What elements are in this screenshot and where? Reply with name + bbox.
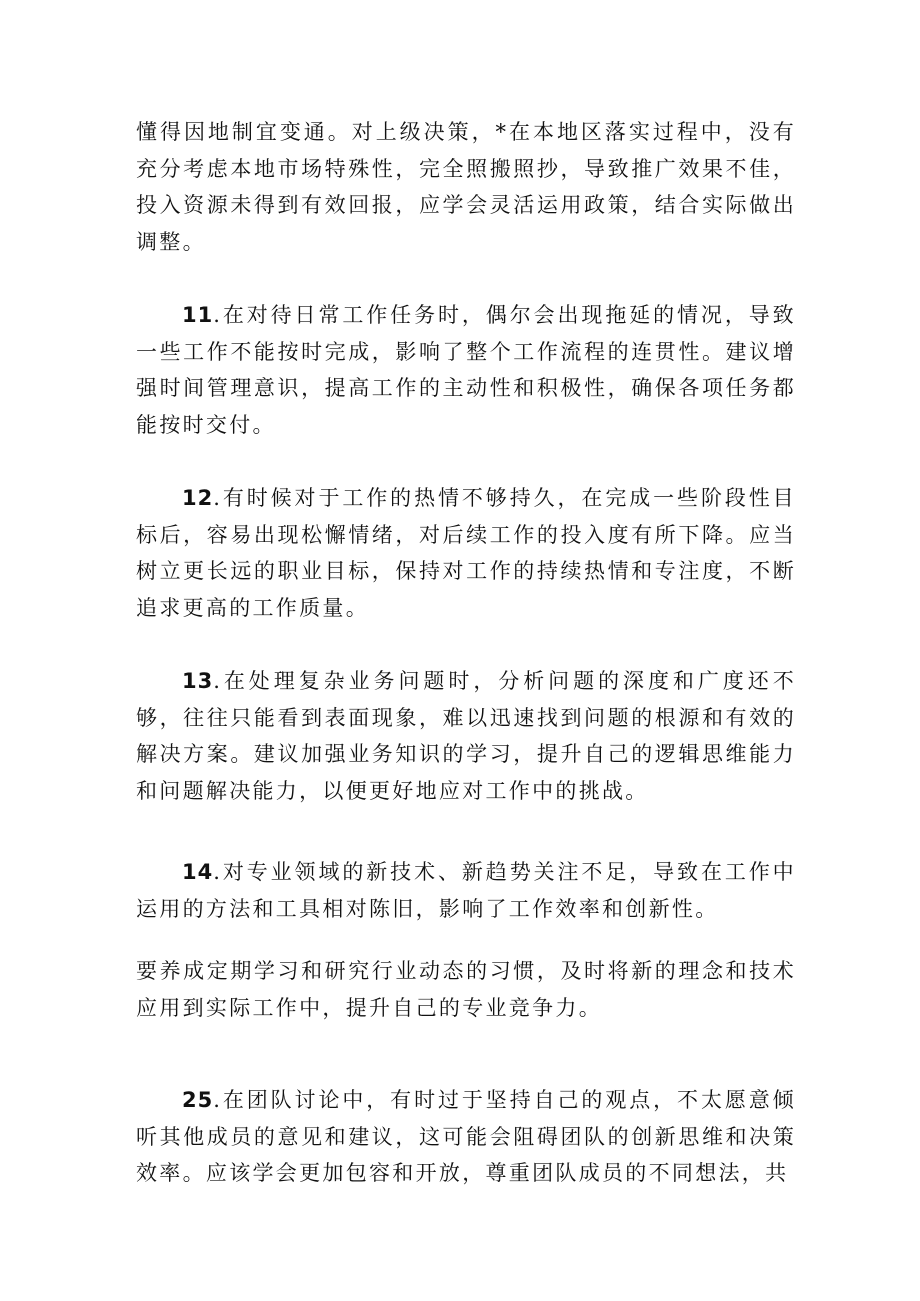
paragraph-item-25 <box>136 1082 796 1192</box>
paragraph-item-14 <box>136 854 796 927</box>
paragraph-text: 懂得因地制宜变通。对上级决策，*在本地区落实过程中，没有充分考虑本地市场特殊性，完全照搬照抄，导致推广效果不佳，投入资源未得到有效回报，应学会灵活运用政策，结合实际做出调整。 <box>136 120 796 254</box>
item-number: 11 <box>182 303 214 327</box>
paragraph-text: .对专业领域的新技术、新趋势关注不足，导致在工作中运用的方法和工具相对陈旧，影响了工作效率和创新性。 <box>136 860 796 921</box>
paragraph-text: .有时候对于工作的热情不够持久，在完成一些阶段性目标后，容易出现松懈情绪，对后续工作的投入度有所下降。应当树立更长远的职业目标，保持对工作的持续热情和专注度，不断追求更高的工作质量。 <box>136 486 796 620</box>
paragraph-text: .在团队讨论中，有时过于坚持自己的观点，不太愿意倾听其他成员的意见和建议，这可能会阻碍团队的创新思维和决策效率。应该学会更加包容和开放，尊重团队成员的不同想法，共 <box>136 1088 796 1185</box>
item-number: 13 <box>182 669 214 693</box>
paragraph-item-13 <box>136 663 796 809</box>
paragraph-text: .在处理复杂业务问题时，分析问题的深度和广度还不够，往往只能看到表面现象，难以迅速找到问题的根源和有效的解决方案。建议加强业务知识的学习，提升自己的逻辑思维能力和问题解决能力，以便更好地应对工作中的挑战。 <box>136 669 796 803</box>
item-number: 12 <box>182 486 214 510</box>
paragraph-continuation <box>136 114 796 260</box>
paragraph-item-12 <box>136 480 796 626</box>
paragraph-text: .在对待日常工作任务时，偶尔会出现拖延的情况，导致一些工作不能按时完成，影响了整个工作流程的连贯性。建议增强时间管理意识，提高工作的主动性和积极性，确保各项任务都能按时交付。 <box>136 303 796 437</box>
paragraph-text: 要养成定期学习和研究行业动态的习惯，及时将新的理念和技术应用到实际工作中，提升自己的专业竞争力。 <box>136 959 796 1020</box>
paragraph-item-11 <box>136 297 796 443</box>
paragraph-continuation-14 <box>136 953 796 1026</box>
item-number: 25 <box>182 1088 214 1112</box>
item-number: 14 <box>182 860 214 884</box>
